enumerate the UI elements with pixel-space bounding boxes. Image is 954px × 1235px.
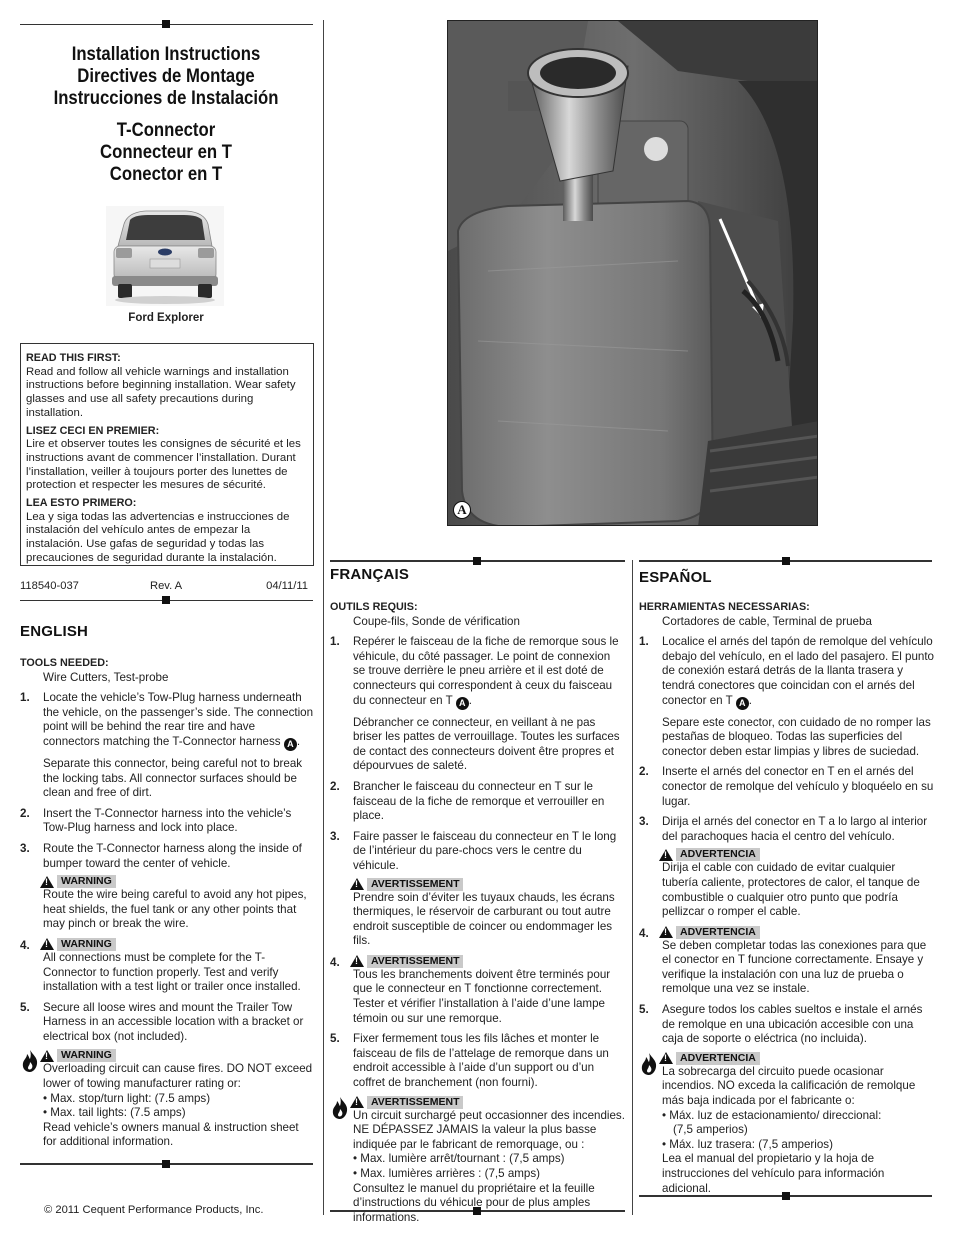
- step-3: 3. Dirija el arnés del conector en T a lo largo al interior del parachoques hacia el centro del vehículo.: [639, 815, 928, 843]
- warning-text: Dirija el cable con cuidado de evitar cualquier tubería caliente, protectores de calor, el tanque de combustible o cualquier otro punto que podría pellizcar o romper el cable.: [662, 861, 920, 919]
- step-1-detail: Separate this connector, being careful not to break the locking tabs. All connector surfaces should be clean and free of dirt.: [43, 756, 303, 800]
- photo-label-badge: A: [453, 501, 471, 519]
- top-rule-left: [20, 24, 313, 25]
- step-3: 3. Faire passer le faisceau du connecteur en T le long de l’intérieur du pare-chocs vers le centre du véhicule.: [330, 829, 617, 872]
- photo-illustration: [448, 21, 818, 526]
- warning-label: ! WARNING: [20, 875, 314, 888]
- revision: Rev. A: [150, 580, 183, 592]
- warning-text: Route the wire being careful to avoid any hot pipes, heat shields, the fuel tank or any other points that may pinch or break the wire.: [43, 888, 307, 931]
- warning-icon: [659, 1052, 673, 1064]
- read-first-box: [20, 343, 314, 566]
- french-heading: FRANÇAIS: [330, 566, 410, 583]
- installation-photo: [447, 20, 818, 526]
- step-1: 1. Repérer le faisceau de la fiche de remorque sous le véhicule, du côté passager. Le point de connexion se trouve derrière le pneu arrière et il est doté de connecteurs qui correspondent à ceux du faisceau du connecteur en T A .: [330, 635, 619, 708]
- warning-label: ! ADVERTENCIA: [639, 926, 934, 939]
- warning-label: ! AVERTISSEMENT: [330, 878, 625, 891]
- warning-text: Prendre soin d’éviter les tuyaux chauds, les écrans thermiques, le réservoir de carburant ou tout autre endroit susceptible de coincer ou endommager les fils.: [353, 890, 615, 948]
- read-first-heading: LEA ESTO PRIMERO:: [26, 497, 137, 510]
- step-5: 5. Secure all loose wires and mount the Trailer Tow Harness in an accessible location with a bracket or electrical box (not included).: [20, 1000, 304, 1043]
- vehicle-image: [106, 206, 224, 306]
- fire-icon: [639, 1052, 659, 1076]
- callout-a-icon: A: [284, 738, 297, 751]
- read-first-heading: READ THIS FIRST:: [26, 352, 121, 364]
- warning-label: ! ADVERTENCIA: [639, 1052, 934, 1065]
- overload-warning: Overloading circuit can cause fires. DO NOT exceed lower of towing manufacturer rating or:: [43, 1062, 313, 1091]
- step-4-warning-text: All connections must be complete for the T-Connector to function properly. Test and verify installation with a test light or trailer once installed.: [43, 950, 301, 994]
- amp-limit: • Max. tail lights: (7.5 amps): [43, 1106, 186, 1120]
- amp-limit: • Max. lumières arrières : (7,5 amps): [353, 1167, 541, 1180]
- step-4-number: 4.: [639, 926, 649, 940]
- step-1: 1. Locate the vehicle’s Tow-Plug harness underneath the vehicle, on the passenger’s side. The connection point will be behind the rear tire and have connectors matching the T-Connector harness A .: [20, 691, 314, 749]
- read-first-text: Lea y siga todas las advertencias e instrucciones de instalación del vehículo antes de empezar la instalación. Use gafas de seguridad y todas las precauciones de seguridad durante la instalación.: [26, 510, 290, 564]
- step-2: 2. Brancher le faisceau du connecteur en T sur le faisceau de la fiche de remorque et verrouiller en place.: [330, 779, 605, 823]
- tools-list: Coupe-fils, Sonde de vérification: [353, 614, 520, 628]
- rule-after-meta: [20, 600, 313, 601]
- manual-note: Lea el manual del propietario y la hoja de instrucciones del vehículo para información adicional.: [662, 1152, 885, 1195]
- step-3: 3. Route the T-Connector harness along the inside of bumper toward the center of vehicle.: [20, 841, 302, 870]
- english-section: [20, 656, 314, 1150]
- column-divider-1: [323, 20, 324, 1215]
- rule-spanish-top: [639, 560, 932, 562]
- step-4-number: 4.: [20, 938, 30, 952]
- manual-note: Read vehicle’s owners manual & instruction sheet for additional information.: [43, 1120, 299, 1149]
- fire-icon: [330, 1096, 350, 1120]
- revision-date: 04/11/11: [266, 580, 308, 592]
- title-block: [20, 44, 312, 186]
- warning-icon: [40, 1050, 54, 1062]
- overload-warning: La sobrecarga del circuito puede ocasionar incendios. NO exceda la calificación de remolque más baja indicada por el fabricante o:: [662, 1064, 916, 1108]
- callout-a-icon: A: [456, 697, 469, 710]
- rule-english-bottom: [20, 1163, 313, 1165]
- manual-note: Consultez le manuel du propriétaire et la feuille d’instructions du véhicule pour de plus amples informations.: [353, 1181, 595, 1224]
- english-heading: ENGLISH: [20, 623, 89, 640]
- warning-icon: [40, 876, 54, 888]
- rule-french-top: [330, 560, 625, 562]
- warning-label: ! AVERTISSEMENT: [330, 955, 625, 968]
- spanish-section: [639, 600, 934, 1196]
- spanish-heading: ESPAÑOL: [639, 569, 712, 586]
- subtitle-line: Conector en T: [109, 164, 223, 185]
- read-first-heading: LISEZ CECI EN PREMIER:: [26, 424, 160, 437]
- step-5: 5. Fixer fermement tous les fils lâches et monter le faisceau de fils de l’attelage de remorque dans un endroit accessible à l’aide d’un support ou d’un coffret de branchement (non fourni).: [330, 1032, 609, 1090]
- subtitle-line: T-Connector: [116, 120, 216, 141]
- callout-a-icon: A: [736, 697, 749, 710]
- title-line: Instrucciones de Instalación: [53, 88, 279, 109]
- read-first-text: Read and follow all vehicle warnings and installation instructions before beginning installation. Wear safety glasses and use all safety precautions during installation.: [26, 365, 296, 419]
- amp-limit: • Máx. luz trasera: (7,5 amperios): [662, 1137, 833, 1151]
- tools-list: Wire Cutters, Test-probe: [43, 670, 169, 684]
- fire-icon: [20, 1049, 40, 1073]
- tools-heading: OUTILS REQUIS:: [330, 601, 418, 613]
- amp-limit: • Máx. luz de estacionamiento/ direccional:: [662, 1108, 882, 1122]
- step-1-detail: Separe este conector, con cuidado de no romper las pestañas de bloqueo. Todas las superficies del conector deben estar limpias y libres de suciedad.: [662, 715, 931, 758]
- part-number: 118540-037: [20, 580, 79, 592]
- column-divider-2: [632, 560, 633, 1215]
- title-line: Installation Instructions: [71, 44, 261, 65]
- warning-icon: [350, 878, 364, 890]
- warning-icon: [350, 1096, 364, 1108]
- step-1-detail: Débrancher ce connecteur, en veillant à ne pas briser les pattes de verrouillage. Toutes les surfaces de contact des connecteurs doivent être propres et dépourvues de saleté.: [353, 715, 620, 773]
- french-section: [330, 600, 625, 1225]
- copyright: © 2011 Cequent Performance Products, Inc.: [44, 1204, 264, 1216]
- tools-heading: HERRAMIENTAS NECESSARIAS:: [639, 601, 810, 613]
- step-1: 1. Localice el arnés del tapón de remolque del vehículo debajo del vehículo, en el lado del pasajero. El punto de conexión estará detrás de la llanta trasera y tendrá conectores que coincidan con el arnés del conector en T A .: [639, 635, 935, 708]
- warning-label: ! WARNING: [20, 938, 314, 951]
- step-2: 2. Insert the T-Connector harness into the vehicle’s Tow-Plug harness and lock into place.: [20, 806, 292, 835]
- subtitle-line: Connecteur en T: [100, 142, 232, 163]
- warning-icon: [659, 849, 673, 861]
- warning-icon: [659, 926, 673, 938]
- warning-icon: [350, 955, 364, 967]
- step-5: 5. Asegure todos los cables sueltos e instale el arnés de remolque en una ubicación accesible con una caja de soporte o eléctrica (no incluida).: [639, 1003, 923, 1046]
- warning-icon: [40, 938, 54, 950]
- read-first-text: Lire et observer toutes les consignes de sécurité et les instructions avant de commencer l’installation. Durant l’installation, veiller à toujours porter des lunettes de protection et respecter les mesures de sécurité.: [26, 438, 301, 492]
- overload-warning: Un circuit surchargé peut occasionner des incendies. NE DÉPASSEZ JAMAIS la valeur la plus basse indiquée par le fabricant de remorquage, ou :: [353, 1108, 625, 1151]
- vehicle-caption: Ford Explorer: [128, 312, 204, 324]
- amp-limit: • Max. lumière arrêt/tournant : (7,5 amps): [353, 1152, 565, 1166]
- amp-limit: • Max. stop/turn light: (7.5 amps): [43, 1091, 211, 1105]
- title-line: Directives de Montage: [77, 66, 255, 87]
- step-4-number: 4.: [330, 955, 340, 969]
- tools-list: Cortadores de cable, Terminal de prueba: [662, 614, 872, 628]
- tools-heading: TOOLS NEEDED:: [20, 657, 109, 669]
- amp-limit-cont: (7,5 amperios): [673, 1123, 748, 1137]
- step-4-warning-text: Tous les branchements doivent être terminés pour que le connecteur en T fonctionne correctement. Tester et vérifier l’installation à l’aide d’une lampe témoin ou sur une remorque.: [353, 967, 611, 1025]
- step-2: 2. Inserte el arnés del conector en T en el arnés del conector de remolque del vehículo y bloquéelo en su lugar.: [639, 765, 934, 808]
- warning-label: ! WARNING: [20, 1049, 314, 1062]
- step-4-warning-text: Se deben completar todas las conexiones para que el conector en T funcione correctamente. Ensaye y verifique la instalación con una luz de prueba o remolque una vez se instale.: [662, 938, 927, 996]
- warning-label: ! ADVERTENCIA: [639, 848, 934, 861]
- warning-label: ! AVERTISSEMENT: [330, 1096, 625, 1109]
